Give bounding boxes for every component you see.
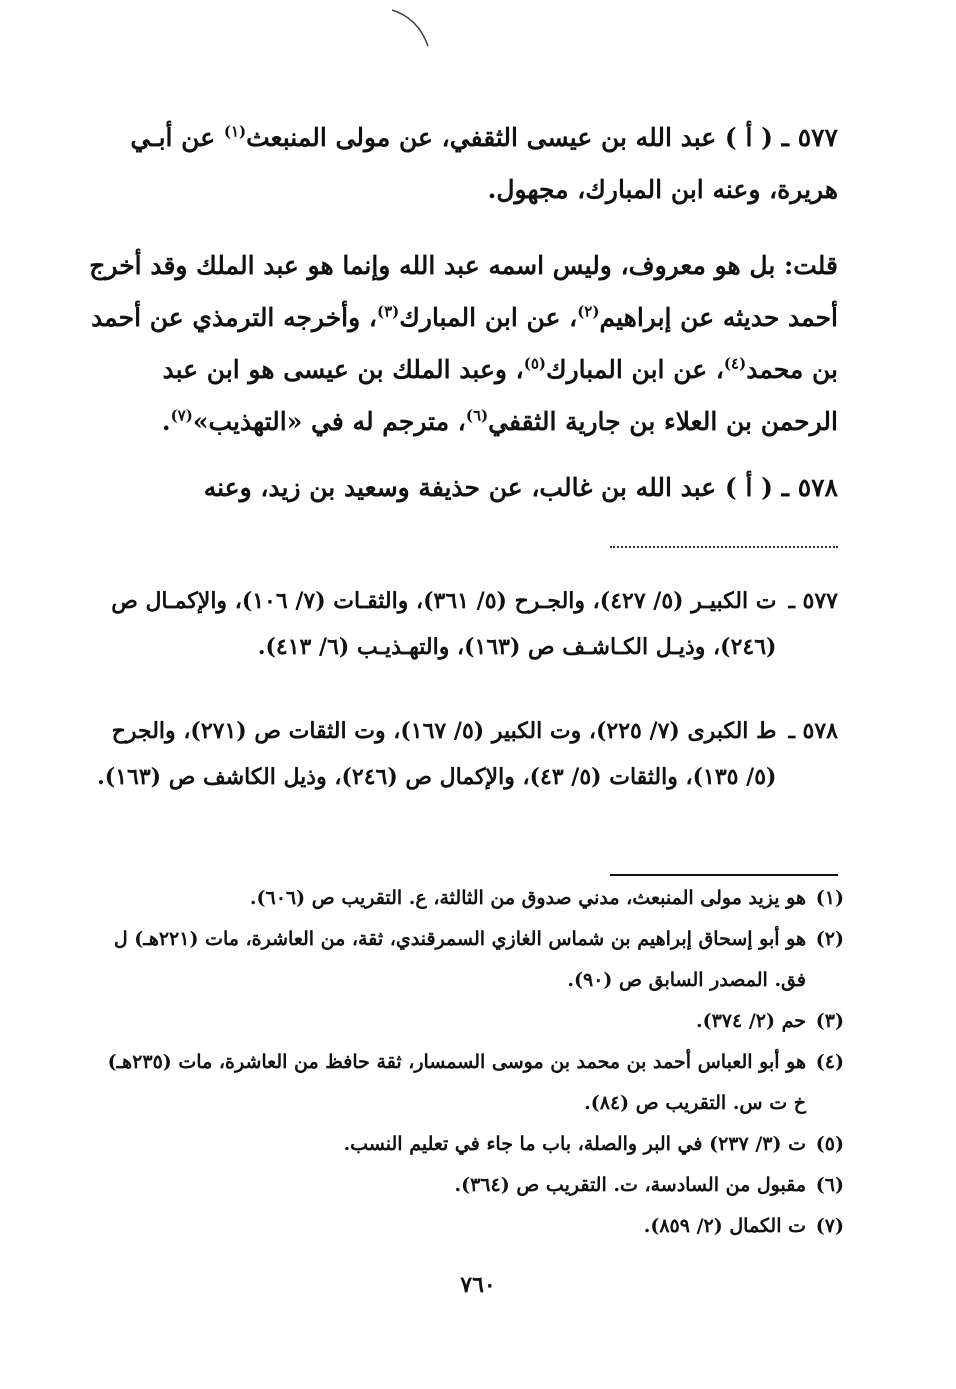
footnote-text: حم (٢/ ٣٧٤). bbox=[695, 1010, 806, 1032]
footnote bbox=[92, 1124, 844, 1165]
reference-number: ٥٧٧ ـ bbox=[788, 588, 838, 614]
footnote-text: ت (٣/ ٢٣٧) في البر والصلة، باب ما جاء في تعليم النسب. bbox=[343, 1133, 806, 1155]
entry-578 bbox=[86, 462, 838, 514]
footnote bbox=[92, 878, 844, 919]
entry-577 bbox=[86, 112, 838, 216]
entry-dash: ـ bbox=[781, 123, 789, 152]
reference-text: ط الكبرى (٧/ ٢٢٥)، وت الكبير (٥/ ١٦٧)، وت الثقات ص (٢٧١)، والجرح (٥/ ١٣٥)، والثقات (٥/ ٤٣)، والإكمال ص (٢٤٦)، وذيل الكاشف ص (١٦٣). bbox=[97, 718, 777, 790]
footnote-text: ت الكمال (٢/ ٨٥٩). bbox=[643, 1215, 806, 1237]
footnote-ref: (٤) bbox=[723, 354, 747, 373]
reference-number: ٥٧٨ ـ bbox=[788, 718, 838, 744]
entry-text: عبد الله بن عيسى الثقفي، عن مولى المنبعث bbox=[246, 123, 717, 152]
footnote-text: مقبول من السادسة، ت. التقريب ص (٣٦٤). bbox=[454, 1174, 806, 1196]
entry-number: ٥٧٨ bbox=[797, 473, 838, 502]
footnote-ref: (١) bbox=[223, 122, 247, 141]
reference-577 bbox=[86, 578, 838, 670]
footnote-number: (٧) bbox=[815, 1215, 844, 1237]
entry-dash: ـ bbox=[781, 473, 789, 502]
reference-578 bbox=[86, 708, 838, 800]
footnote-number: (٥) bbox=[815, 1133, 844, 1155]
corner-fold-mark bbox=[388, 4, 432, 48]
footnote-ref: (٧) bbox=[170, 406, 193, 425]
footnote-number: (٤) bbox=[815, 1051, 844, 1073]
entry-marker: ( أ ) bbox=[724, 473, 773, 502]
entry-number: ٥٧٧ bbox=[797, 123, 838, 152]
page-number: ٧٦٠ bbox=[460, 1272, 496, 1298]
commentary-text: ، وأخرجه الترمذي عن أحمد بن محمد bbox=[91, 303, 838, 384]
entry-text: عبد الله بن غالب، عن حذيفة وسعيد بن زيد، وعنه bbox=[203, 473, 717, 502]
dotted-separator bbox=[610, 546, 838, 560]
footnote-ref: (٣) bbox=[376, 302, 400, 321]
footnote-ref: (٦) bbox=[465, 406, 489, 425]
footnote-number: (٣) bbox=[815, 1010, 844, 1032]
commentary-text: . bbox=[161, 407, 171, 436]
commentary-text: قلت: بل هو معروف، وليس اسمه عبد الله وإنما هو عبد الملك وقد أخرج أحمد حديثه عن إبراهيم bbox=[89, 251, 838, 332]
entry-text: عن أبـي هريرة، وعنه ابن المبارك، مجهول. bbox=[130, 123, 838, 204]
reference-text: ت الكبيـر (٥/ ٤٢٧)، والجـرح (٥/ ٣٦١)، والثقـات (٧/ ١٠٦)، والإكمـال ص (٢٤٦)، وذيـل الكـاشـف ص (١٦٣)، والتهـذيـب (٦/ ٤١٣). bbox=[111, 588, 777, 660]
footnote-text: هو أبو العباس أحمد بن محمد بن موسى السمسار، ثقة حافظ من العاشرة، مات (٢٣٥هـ) خ ت س. التقريب ص (٨٤). bbox=[107, 1051, 806, 1114]
footnote-number: (١) bbox=[815, 887, 844, 909]
commentary-text: ، وعبد الملك بن عيسى هو ابن عبد الرحمن بن العلاء بن جارية الثقفي bbox=[162, 355, 838, 436]
commentary-text: ، مترجم له في «التهذيب» bbox=[192, 407, 466, 436]
footnote-text: هو أبو إسحاق إبراهيم بن شماس الغازي السمرقندي، ثقة، من العاشرة، مات (٢٢١هـ) ل فق. المصدر السابق ص (٩٠). bbox=[113, 928, 806, 991]
footnote-number: (٦) bbox=[815, 1174, 844, 1196]
footnote bbox=[92, 1206, 844, 1247]
footnotes bbox=[92, 878, 844, 1247]
footnote-rule bbox=[610, 874, 838, 876]
footnote-ref: (٥) bbox=[523, 354, 546, 373]
footnote-number: (٢) bbox=[815, 928, 844, 950]
entry-marker: ( أ ) bbox=[724, 123, 773, 152]
footnote bbox=[92, 1165, 844, 1206]
footnote-text: هو يزيد مولى المنبعث، مدني صدوق من الثالثة، ع. التقريب ص (٦٠٦). bbox=[249, 887, 806, 909]
footnote bbox=[92, 1042, 844, 1124]
commentary-577 bbox=[86, 240, 838, 448]
commentary-text: ، عن ابن المبارك bbox=[399, 303, 578, 332]
commentary-text: ، عن ابن المبارك bbox=[546, 355, 724, 384]
footnote bbox=[92, 919, 844, 1001]
footnote-ref: (٢) bbox=[577, 302, 600, 321]
footnote bbox=[92, 1001, 844, 1042]
